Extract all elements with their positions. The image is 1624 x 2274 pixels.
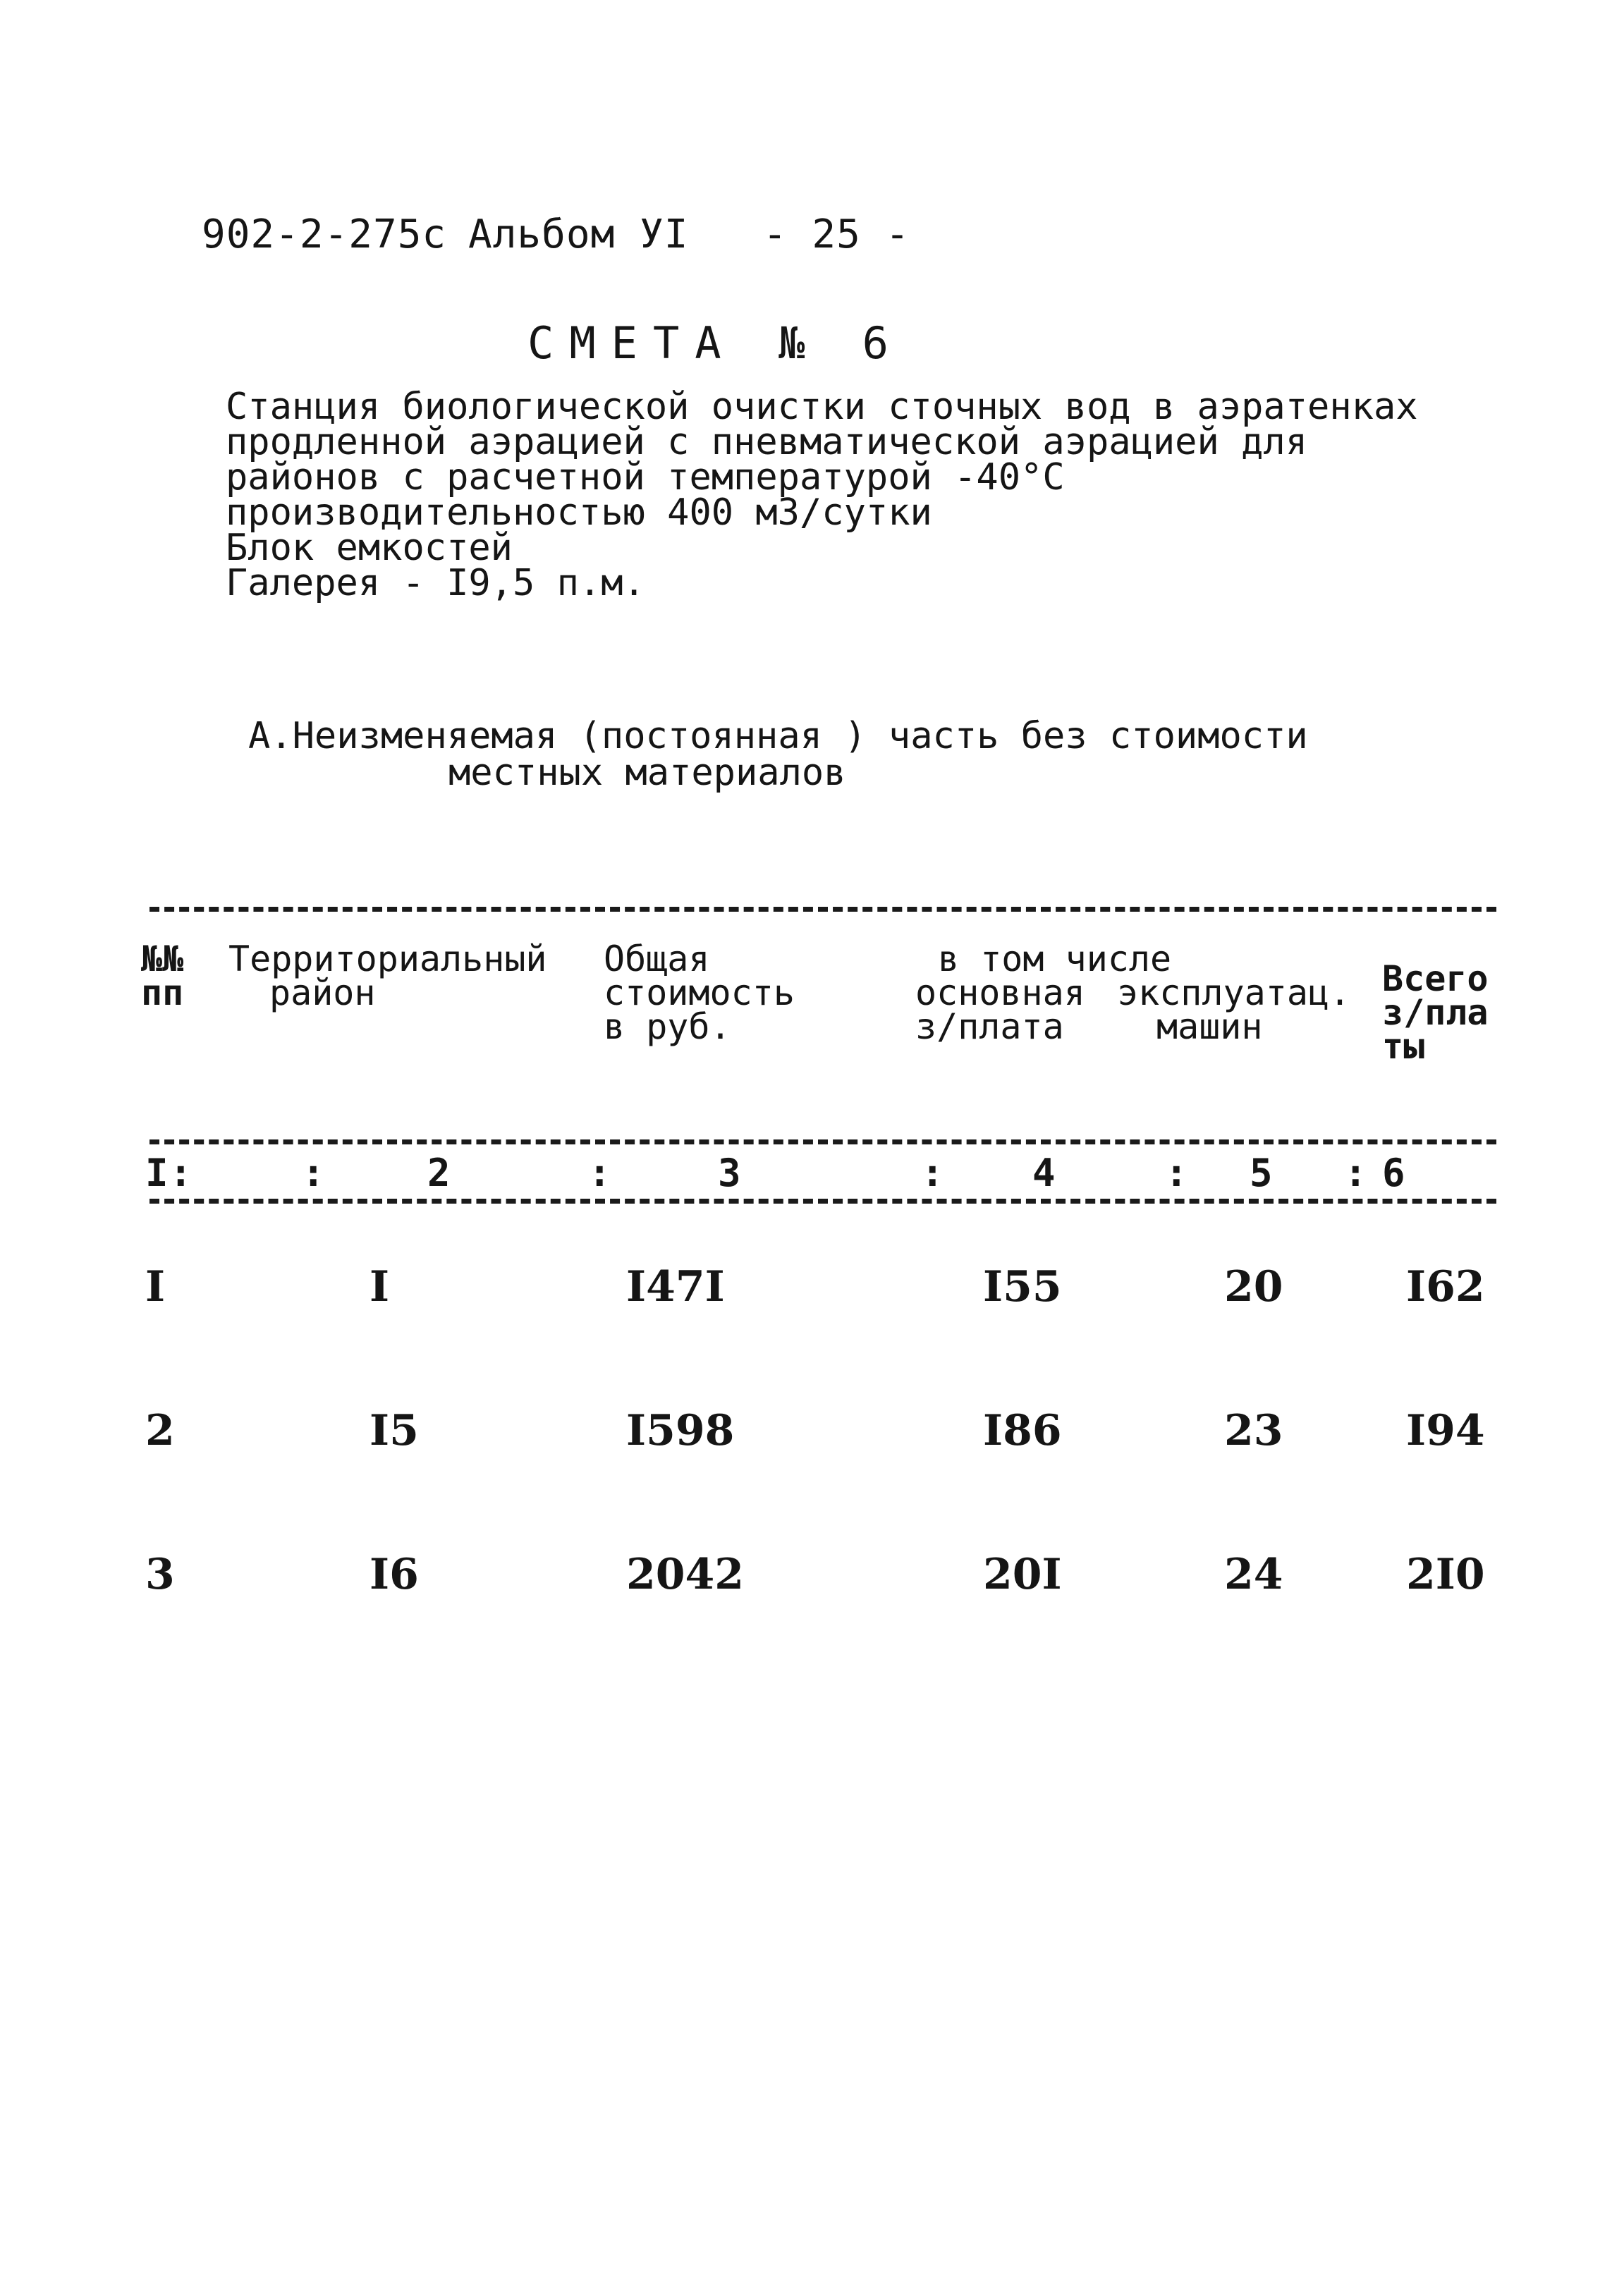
column-number: 4 [1032, 1151, 1056, 1195]
column-numbers-bottom-rule [149, 1199, 1496, 1204]
column-separator: : [169, 1151, 193, 1195]
table-cell: I94 [1406, 1406, 1485, 1455]
table-cell: I6 [370, 1550, 419, 1599]
table-cell: I55 [983, 1262, 1062, 1312]
estimate-title: СМЕТА № 6 [527, 317, 904, 369]
table-cell: 24 [1224, 1550, 1283, 1599]
header-including: в том числе [938, 939, 1172, 979]
description-line: производительностью 400 м3/сутки [226, 491, 932, 534]
header-machines: эксплуатац. машин [1117, 972, 1351, 1047]
section-heading: А.Неизменяемая (постоянная ) часть без стоимости [248, 715, 1308, 757]
table-cell: 2042 [626, 1550, 744, 1599]
column-separator: : [588, 1151, 611, 1195]
column-numbers-top-rule [149, 1139, 1496, 1144]
description-line: Галерея - I9,5 п.м. [226, 562, 645, 604]
header-district: Территориальный район [228, 939, 547, 1013]
table-top-rule [149, 907, 1496, 912]
header-total-cost: Общая стоимость в руб. [604, 939, 795, 1047]
table-cell: I86 [983, 1406, 1062, 1455]
table-cell: 2 [145, 1406, 175, 1455]
description-line: продленной аэрацией с пневматической аэрацией для [226, 421, 1308, 463]
description-line: районов с расчетной температурой -40°С [226, 456, 1065, 499]
column-separator: : [1344, 1151, 1367, 1195]
table-cell: 20I [983, 1550, 1062, 1599]
table-cell: 20 [1224, 1262, 1283, 1312]
page-number: - 25 - [763, 212, 910, 257]
column-number: 2 [427, 1151, 451, 1195]
column-separator: : [921, 1151, 944, 1195]
album-label: Альбом УI [468, 212, 689, 257]
table-cell: I598 [626, 1406, 735, 1455]
header-num: №№ пп [141, 939, 184, 1013]
table-cell: 23 [1224, 1406, 1283, 1455]
description-line: Блок емкостей [226, 527, 513, 569]
description-line: Станция биологической очистки сточных вод в аэратенках [226, 386, 1418, 428]
document-code: 902-2-275с [202, 212, 447, 257]
table-cell: I47I [626, 1262, 725, 1312]
column-number: 6 [1382, 1151, 1405, 1195]
column-number: 3 [718, 1151, 741, 1195]
table-cell: I [370, 1262, 390, 1312]
header-basic-wages: основная з/плата [915, 972, 1085, 1047]
column-separator: : [1165, 1151, 1188, 1195]
table-cell: I62 [1406, 1262, 1485, 1312]
table-cell: 3 [145, 1550, 175, 1599]
description-block [226, 386, 1418, 604]
header-total-wages: Всего з/пла ты [1382, 958, 1489, 1067]
table-cell: I [145, 1262, 166, 1312]
column-separator: : [302, 1151, 325, 1195]
column-number: 5 [1250, 1151, 1273, 1195]
section-subheading: местных материалов [448, 752, 846, 794]
column-number: I [145, 1151, 169, 1195]
table-cell: 2I0 [1406, 1550, 1485, 1599]
table-cell: I5 [370, 1406, 419, 1455]
